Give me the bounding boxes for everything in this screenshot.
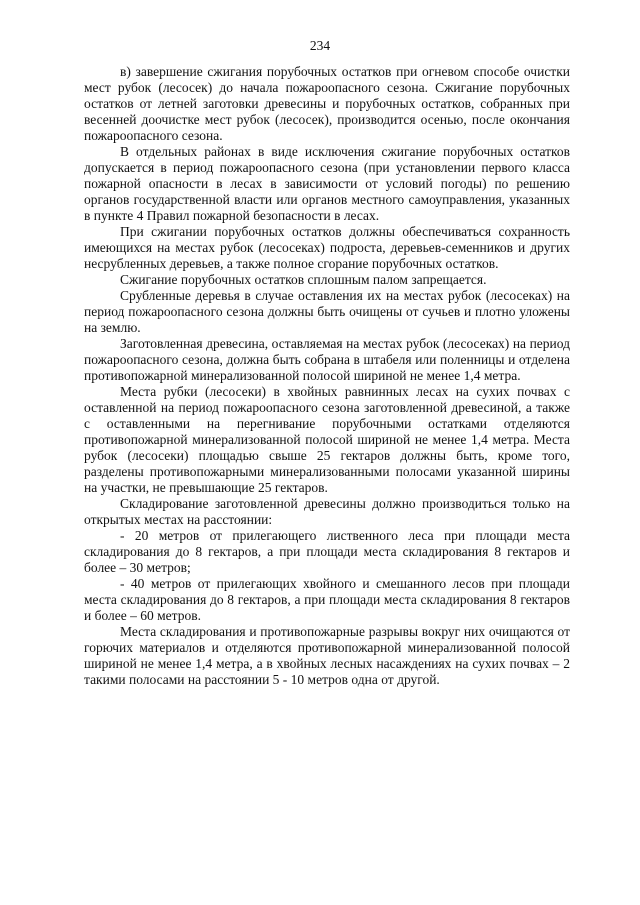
paragraph-8: Складирование заготовленной древесины должно производиться только на открытых местах на расстоянии: xyxy=(84,496,570,527)
paragraph-1: в) завершение сжигания порубочных остатков при огневом способе очистки мест рубок (лесосек) до начала пожароопасного сезона. Сжигание порубочных остатков от летней заготовки древесины и порубочных остатков, собранных при весенней доочистке мест рубок (лесосек), производится осенью, после окончания пожароопасного сезона. xyxy=(84,64,570,143)
page-number: 234 xyxy=(309,38,331,53)
document-body xyxy=(84,64,570,688)
paragraph-3: При сжигании порубочных остатков должны обеспечиваться сохранность имеющихся на местах рубок (лесосеках) подроста, деревьев-семенников и других несрубленных деревьев, а также полное сгорание порубочных остатков. xyxy=(84,224,570,271)
paragraph-4: Сжигание порубочных остатков сплошным палом запрещается. xyxy=(120,272,487,287)
list-item-40-meters: - 40 метров от прилегающих хвойного и смешанного лесов при площади места складирования до 8 гектаров, а при площади места складирования 8 гектаров и более – 60 метров. xyxy=(84,576,570,623)
paragraph-7: Места рубки (лесосеки) в хвойных равнинных лесах на сухих почвах с оставленной на период пожароопасного сезона заготовленной древесиной, а также с оставленными на перегнивание порубочными остатками отделяются противопожарной минерализованной полосой шириной не менее 1,4 метра. Места рубок (лесосеки) площадью свыше 25 гектаров должны быть, кроме того, разделены противопожарными минерализованными полосами указанной ширины на участки, не превышающие 25 гектаров. xyxy=(84,384,570,495)
paragraph-5: Срубленные деревья в случае оставления их на местах рубок (лесосеках) на период пожароопасного сезона должны быть очищены от сучьев и плотно уложены на землю. xyxy=(84,288,570,335)
list-item-20-meters: - 20 метров от прилегающего лиственного леса при площади места складирования до 8 гектаров, а при площади места складирования 8 гектаров и более – 30 метров; xyxy=(84,528,570,575)
paragraph-2: В отдельных районах в виде исключения сжигание порубочных остатков допускается в период пожароопасного сезона (при установлении первого класса пожарной опасности в лесах в зависимости от условий погоды) по решению органов государственной власти или органов местного самоуправления, указанных в пункте 4 Правил пожарной безопасности в лесах. xyxy=(84,144,570,223)
paragraph-11: Места складирования и противопожарные разрывы вокруг них очищаются от горючих материалов и отделяются противопожарной минерализованной полосой шириной не менее 1,4 метра, а в хвойных лесных насаждениях на сухих почвах – 2 такими полосами на расстоянии 5 - 10 метров одна от другой. xyxy=(84,624,570,687)
paragraph-6: Заготовленная древесина, оставляемая на местах рубок (лесосеках) на период пожароопасного сезона, должна быть собрана в штабеля или поленницы и отделена противопожарной минерализованной полосой шириной не менее 1,4 метра. xyxy=(84,336,570,383)
